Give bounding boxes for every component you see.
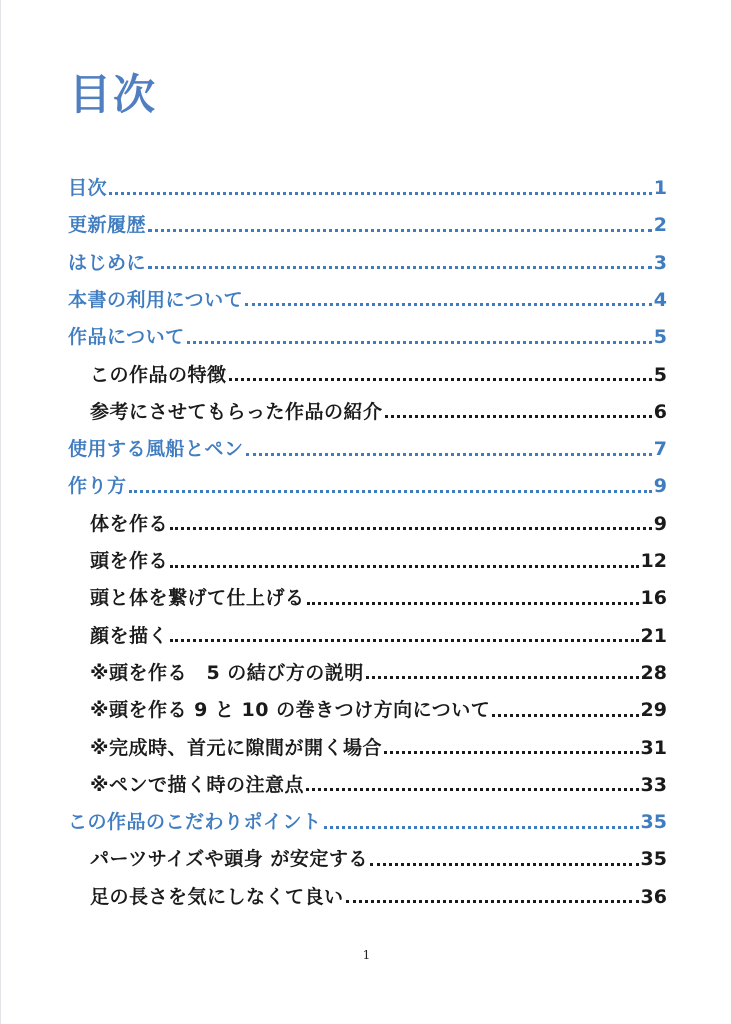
toc-entry-label: この作品の特徴 (90, 363, 227, 386)
toc-page-number: 29 (640, 699, 667, 722)
toc-dot-leader (170, 639, 639, 642)
toc-dot-leader (324, 826, 639, 829)
toc-entry-label: 作品について (68, 326, 185, 349)
toc-entry-label: 顔を描く (90, 624, 169, 647)
toc-subentry[interactable] (90, 767, 667, 803)
toc-dot-leader (148, 266, 652, 269)
toc-dot-leader (129, 490, 652, 493)
toc-subentry[interactable] (90, 692, 667, 728)
toc-subentry[interactable] (90, 580, 667, 616)
toc-entry[interactable] (68, 170, 667, 206)
toc-subentry[interactable] (90, 543, 667, 579)
toc-dot-leader (245, 303, 652, 306)
toc-entry-label: パーツサイズや頭身 が安定する (90, 848, 368, 871)
toc-dot-leader (246, 453, 652, 456)
toc-page-number: 9 (653, 512, 667, 535)
toc-entry-label: 目次 (68, 177, 108, 199)
toc-subentry[interactable] (90, 879, 667, 915)
toc-entry-label: はじめに (68, 251, 147, 274)
toc-dot-leader (187, 341, 652, 344)
toc-entry-label: 参考にさせてもらった作品の紹介 (90, 400, 383, 423)
toc-page-number: 36 (640, 885, 667, 908)
toc-entry[interactable] (68, 431, 667, 467)
toc-subentry[interactable] (90, 841, 667, 877)
page-number: 1 (362, 948, 371, 962)
toc-entry-label: 更新履歴 (68, 214, 147, 237)
toc-dot-leader (366, 676, 639, 679)
toc-entry-label: ※完成時、首元に隙間が開く場合 (90, 736, 382, 759)
toc-page-number: 5 (653, 326, 667, 349)
toc-subentry[interactable] (90, 357, 667, 393)
toc-dot-leader (170, 565, 639, 568)
toc-entry-label: ※頭を作る 5 の結び方の説明 (90, 661, 364, 684)
toc-dot-leader (109, 192, 652, 195)
toc-page-number: 28 (640, 661, 667, 684)
toc-page-number: 2 (653, 214, 667, 237)
toc-page-number: 1 (653, 177, 667, 199)
toc-subentry[interactable] (90, 618, 667, 654)
toc-page-number: 16 (640, 587, 667, 610)
toc-entry-label: 頭を作る (90, 550, 169, 572)
toc-entry-label: 頭と体を繋げて仕上げる (90, 587, 305, 610)
toc-entry[interactable] (68, 282, 667, 318)
toc-entry-label: 使用する風船とペン (68, 438, 244, 461)
toc-dot-leader (346, 900, 639, 903)
toc-dot-leader (307, 602, 639, 605)
toc-page-number: 6 (653, 400, 667, 423)
toc-dot-leader (148, 229, 652, 232)
toc-page-number: 33 (640, 773, 667, 796)
toc-subentry[interactable] (90, 655, 667, 691)
toc-dot-leader (492, 714, 638, 717)
toc-entry[interactable] (68, 319, 667, 355)
toc-entry[interactable] (68, 207, 667, 243)
toc-dot-leader (384, 751, 639, 754)
toc-entry[interactable] (68, 468, 667, 504)
toc-page-number: 9 (653, 475, 667, 498)
toc-entry-label: 本書の利用について (68, 288, 244, 311)
toc-entry[interactable] (68, 245, 667, 281)
toc-dot-leader (229, 378, 652, 381)
toc-subentry[interactable] (90, 730, 667, 766)
toc-dot-leader (385, 415, 652, 418)
toc-entry-label: 作り方 (68, 475, 127, 498)
toc-page-number: 31 (640, 736, 667, 759)
page-title: 目次 (69, 70, 158, 119)
toc-page-number: 35 (640, 811, 667, 834)
toc-dot-leader (306, 788, 639, 791)
toc-page-number: 3 (653, 251, 667, 274)
toc-dot-leader (170, 527, 652, 530)
toc-subentry[interactable] (90, 394, 667, 430)
toc-page-number: 4 (653, 288, 667, 311)
toc-entry-label: ※頭を作る 9 と 10 の巻きつけ方向について (90, 699, 491, 722)
toc-subentry[interactable] (90, 506, 667, 542)
toc-entry-label: 体を作る (90, 512, 169, 535)
toc-page-number: 21 (640, 624, 667, 647)
toc-page-number: 5 (653, 363, 667, 386)
toc-entry[interactable] (68, 804, 667, 840)
toc-entry-label: この作品のこだわりポイント (68, 811, 322, 834)
toc-page-number: 35 (640, 848, 667, 871)
toc-page-number: 12 (640, 550, 667, 572)
toc-entry-label: 足の長さを気にしなくて良い (90, 885, 344, 908)
toc-dot-leader (370, 863, 639, 866)
toc-page-number: 7 (653, 438, 667, 461)
toc-entry-label: ※ペンで描く時の注意点 (90, 773, 304, 796)
